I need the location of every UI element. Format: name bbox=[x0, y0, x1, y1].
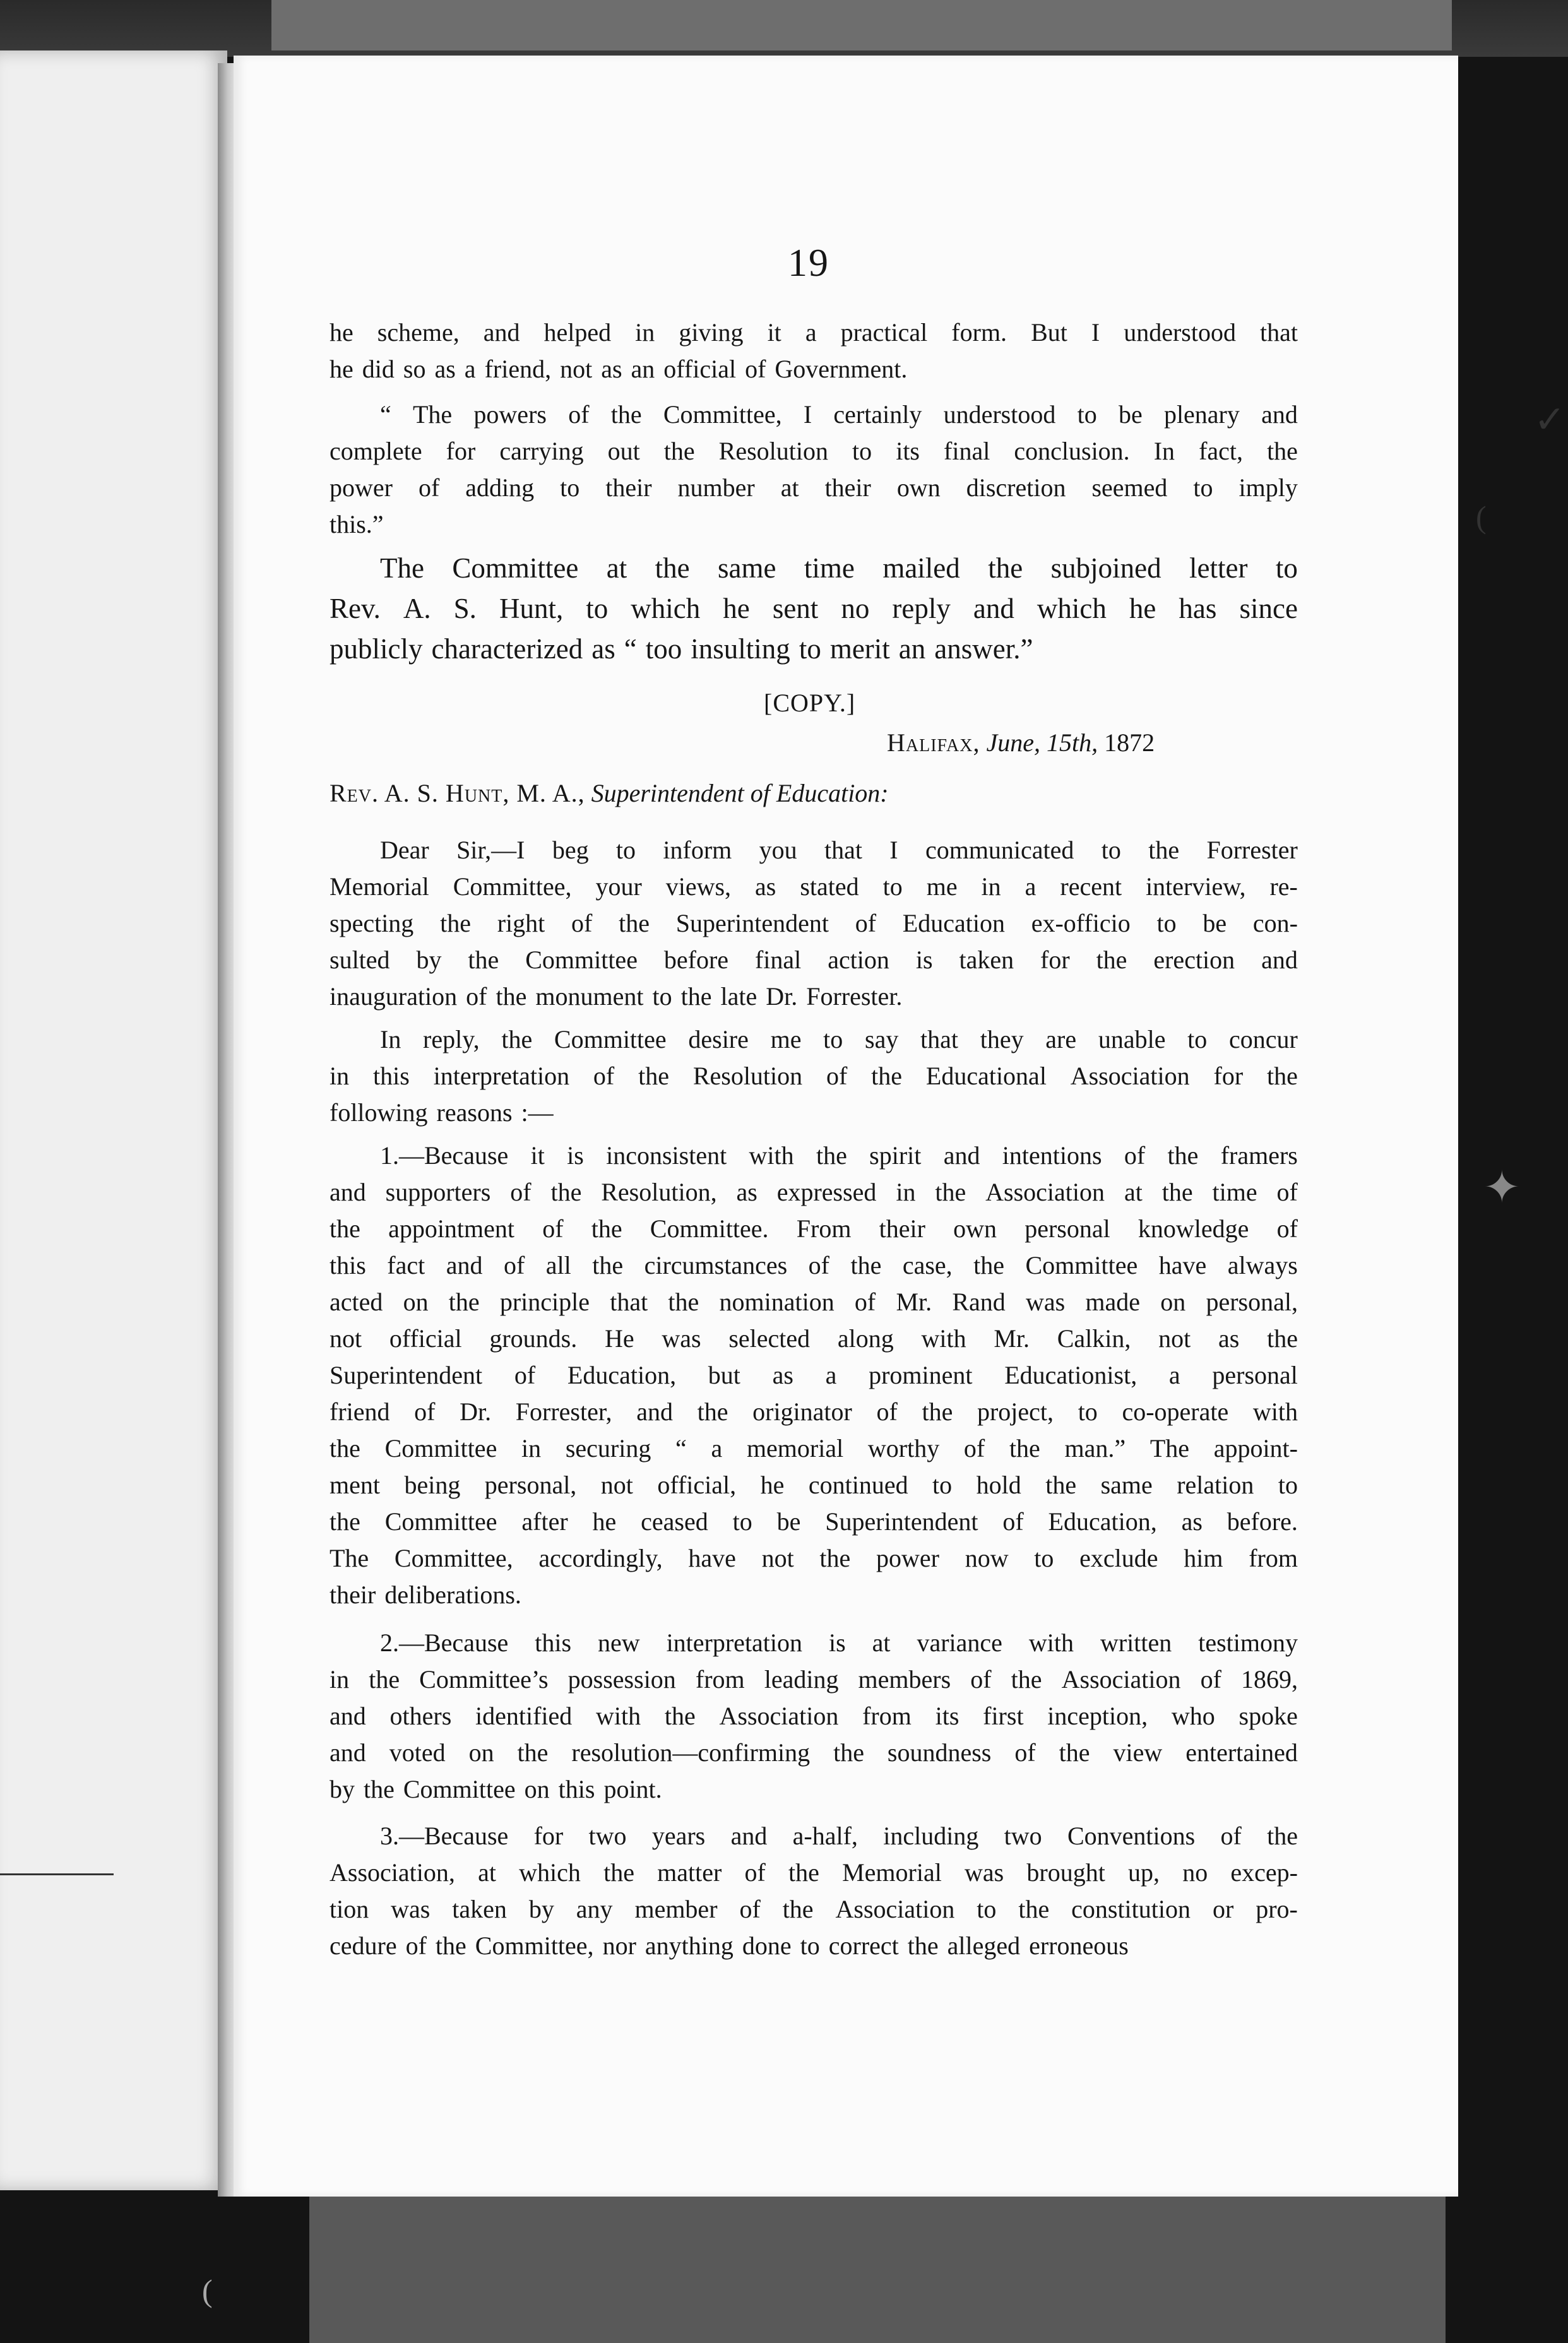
letter-dateline bbox=[887, 728, 1155, 757]
reason1-line: The Committee, accordingly, have not the power now to exclude him from bbox=[330, 1544, 1298, 1572]
reason1-line: the Committee after he ceased to be Superintendent of Education, as before. bbox=[330, 1507, 1298, 1536]
para2-line: complete for carrying out the Resolution to its final conclusion. In fact, the bbox=[330, 437, 1298, 465]
scan-bottom-band bbox=[309, 2197, 1446, 2343]
reason1-line: Superintendent of Education, but as a prominent Educationist, a personal bbox=[330, 1361, 1298, 1389]
reason3-line: Association, at which the matter of the Memorial was brought up, no excep- bbox=[330, 1858, 1298, 1887]
scan-mark: ( bbox=[1476, 499, 1487, 535]
copy-label bbox=[764, 688, 855, 718]
reason2-line: by the Committee on this point. bbox=[330, 1775, 662, 1803]
scan-mark: ( bbox=[202, 2273, 213, 2308]
reason3-line: 3.—Because for two years and a-half, including two Conventions of the bbox=[380, 1822, 1298, 1850]
para2-line: power of adding to their number at their own discretion seemed to imply bbox=[330, 473, 1298, 502]
reason1-line: not official grounds. He was selected along with Mr. Calkin, not as the bbox=[330, 1324, 1298, 1353]
reason2-line: and others identified with the Association from its first inception, who spoke bbox=[330, 1702, 1298, 1730]
reason1-line: the appointment of the Committee. From their own personal knowledge of bbox=[330, 1214, 1298, 1243]
reason1-line: the Committee in securing “ a memorial worthy of the man.” The appoint- bbox=[330, 1434, 1298, 1462]
addressee-title: Superintendent of Education: bbox=[591, 779, 889, 807]
para1-line: he scheme, and helped in giving it a practical form. But I understood that bbox=[330, 318, 1298, 347]
previous-page-text bbox=[0, 0, 227, 2343]
dateline-date: June, 15th, bbox=[986, 728, 1098, 757]
footnote-rule bbox=[0, 1873, 114, 1875]
para1-line: he did so as a friend, not as an official of Government. bbox=[330, 355, 908, 383]
letter-p2-line: in this interpretation of the Resolution of the Educational Association for the bbox=[330, 1062, 1298, 1090]
letter-p1-line: inauguration of the monument to the late Dr. Forrester. bbox=[330, 982, 903, 1011]
para3-line: The Committee at the same time mailed the subjoined letter to bbox=[380, 552, 1298, 584]
reason2-line: 2.—Because this new interpretation is at variance with written testimony bbox=[380, 1628, 1298, 1657]
reason3-line: cedure of the Committee, nor anything done to correct the alleged erroneous bbox=[330, 1931, 1129, 1960]
letter-p1-line: Dear Sir,—I beg to inform you that I communicated to the Forrester bbox=[380, 836, 1298, 864]
letter-p1-line: Memorial Committee, your views, as stated to me in a recent interview, re- bbox=[330, 872, 1298, 901]
scan-mark: ✓ bbox=[1534, 399, 1566, 441]
reason2-line: in the Committee’s possession from leading members of the Association of 1869, bbox=[330, 1665, 1298, 1693]
reason1-line: 1.—Because it is inconsistent with the spirit and intentions of the framers bbox=[380, 1141, 1298, 1170]
para2-line: this.” bbox=[330, 510, 384, 538]
page-number: 19 bbox=[788, 242, 829, 285]
letter-p2-line: In reply, the Committee desire me to say that they are unable to concur bbox=[380, 1025, 1298, 1053]
reason1-line: their deliberations. bbox=[330, 1581, 521, 1609]
scan-top-band bbox=[271, 0, 1452, 50]
reason3-line: tion was taken by any member of the Association to the constitution or pro- bbox=[330, 1895, 1298, 1923]
para2-line: “ The powers of the Committee, I certainly understood to be plenary and bbox=[380, 400, 1298, 429]
reason1-line: and supporters of the Resolution, as expressed in the Association at the time of bbox=[330, 1178, 1298, 1206]
reason1-line: friend of Dr. Forrester, and the originator of the project, to co-operate with bbox=[330, 1397, 1298, 1426]
reason1-line: this fact and of all the circumstances of the case, the Committee have always bbox=[330, 1251, 1298, 1279]
dateline-year: 1872 bbox=[1104, 728, 1155, 757]
letter-p2-line: following reasons :— bbox=[330, 1098, 554, 1127]
dateline-place: Halifax, bbox=[887, 728, 980, 757]
reason1-line: acted on the principle that the nomination of Mr. Rand was made on personal, bbox=[330, 1288, 1298, 1316]
para3-line: Rev. A. S. Hunt, to which he sent no reply and which he has since bbox=[330, 593, 1298, 624]
letter-p1-line: specting the right of the Superintendent of Education ex-officio to be con- bbox=[330, 909, 1298, 937]
letter-p1-line: sulted by the Committee before final action is taken for the erection and bbox=[330, 946, 1298, 974]
reason1-line: ment being personal, not official, he continued to hold the same relation to bbox=[330, 1471, 1298, 1499]
scan-mark: ✦ bbox=[1483, 1164, 1521, 1213]
letter-addressee bbox=[330, 778, 889, 808]
reason2-line: and voted on the resolution—confirming the soundness of the view entertained bbox=[330, 1738, 1298, 1767]
addressee-name: Rev. A. S. Hunt, M. A., bbox=[330, 779, 585, 807]
para3-line: publicly characterized as “ too insulting to merit an answer.” bbox=[330, 633, 1033, 665]
copy-label-text: [COPY.] bbox=[764, 689, 856, 717]
